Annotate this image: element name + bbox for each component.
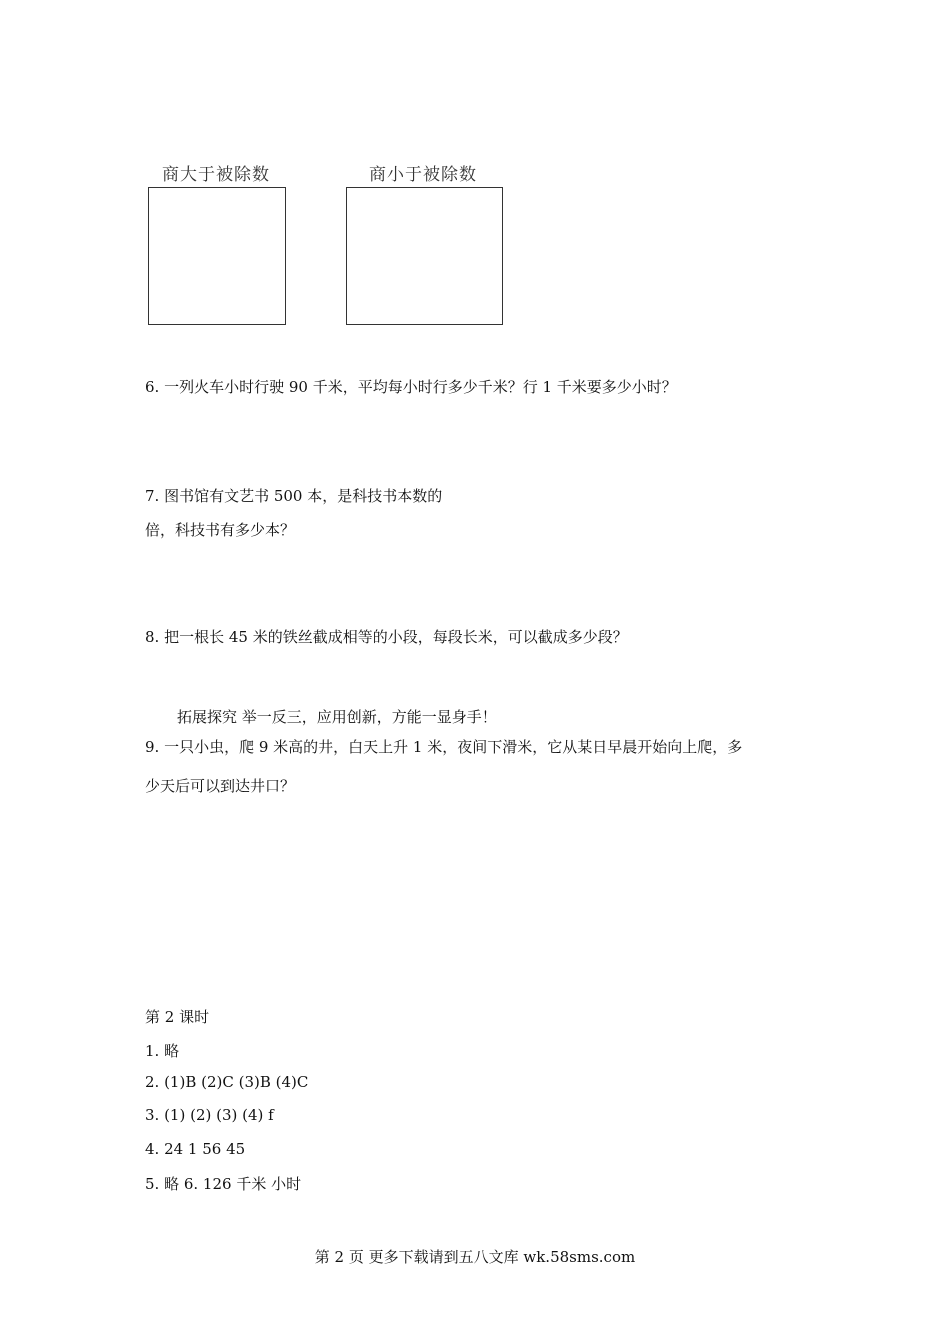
answer-5: 5. 略 6. 126 千米 小时	[145, 1175, 302, 1193]
box-label-quotient-greater: 商大于被除数	[162, 165, 270, 185]
answer-3: 3. (1) (2) (3) (4) f	[145, 1106, 274, 1124]
extension-heading: 拓展探究 举一反三，应用创新，方能一显身手！	[177, 708, 497, 726]
question-7-line2: 倍，科技书有多少本？	[145, 521, 296, 539]
answer-box-quotient-greater	[148, 187, 286, 325]
box-label-quotient-smaller: 商小于被除数	[369, 165, 477, 185]
question-9-line1: 9. 一只小虫，爬 9 米高的井，白天上升 1 米，夜间下滑米，它从某日早晨开始向上爬，多	[145, 738, 743, 756]
answer-2: 2. (1)B (2)C (3)B (4)C	[145, 1073, 309, 1091]
answer-4: 4. 24 1 56 45	[145, 1140, 246, 1158]
question-7-line1: 7. 图书馆有文艺书 500 本，是科技书本数的	[145, 487, 443, 505]
answers-title: 第 2 课时	[145, 1008, 210, 1026]
answer-box-quotient-smaller	[346, 187, 503, 325]
answer-1: 1. 略	[145, 1042, 180, 1060]
question-6: 6. 一列火车小时行驶 90 千米，平均每小时行多少千米？行 1 千米要多少小时？	[145, 378, 677, 396]
page-footer: 第 2 页 更多下载请到五八文库 wk.58sms.com	[314, 1248, 636, 1266]
question-8: 8. 把一根长 45 米的铁丝截成相等的小段，每段长米，可以截成多少段？	[145, 628, 628, 646]
question-9-line2: 少天后可以到达井口？	[145, 777, 296, 795]
